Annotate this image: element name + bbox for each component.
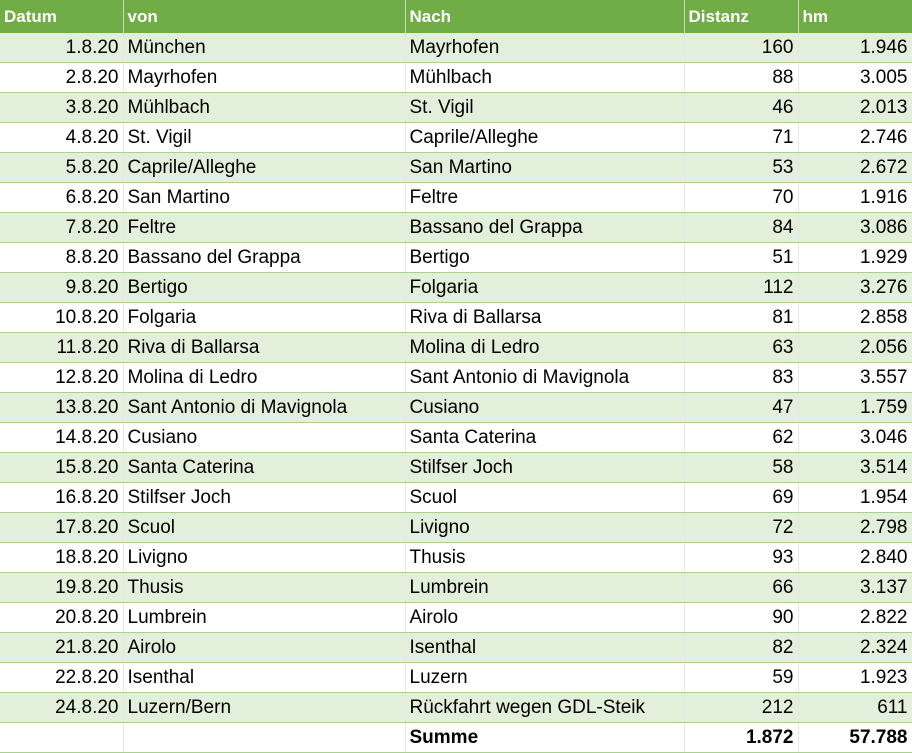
cell-datum[interactable]: 8.8.20 — [0, 243, 123, 273]
cell-hm[interactable]: 2.798 — [798, 513, 912, 543]
cell-nach[interactable]: Mayrhofen — [405, 33, 684, 63]
cell-distanz[interactable]: 93 — [684, 543, 798, 573]
cell-datum[interactable]: 2.8.20 — [0, 63, 123, 93]
table-row — [0, 513, 912, 543]
cell-von[interactable]: St. Vigil — [123, 123, 405, 153]
table-body — [0, 33, 912, 753]
cell-nach[interactable]: Lumbrein — [405, 573, 684, 603]
cell-hm[interactable]: 1.946 — [798, 33, 912, 63]
cell-nach[interactable]: San Martino — [405, 153, 684, 183]
table-row — [0, 603, 912, 633]
cell-distanz[interactable]: 71 — [684, 123, 798, 153]
cell-distanz[interactable]: 51 — [684, 243, 798, 273]
cell-hm[interactable]: 2.056 — [798, 333, 912, 363]
cell-distanz[interactable]: 70 — [684, 183, 798, 213]
cell-von[interactable]: Isenthal — [123, 663, 405, 693]
table-row — [0, 33, 912, 63]
cell-nach[interactable]: Livigno — [405, 513, 684, 543]
cell-distanz[interactable]: 112 — [684, 273, 798, 303]
cell-von[interactable]: München — [123, 33, 405, 63]
cell-von[interactable]: Folgaria — [123, 303, 405, 333]
cell-nach[interactable]: Scuol — [405, 483, 684, 513]
cell-von[interactable]: Lumbrein — [123, 603, 405, 633]
cell-hm[interactable]: 2.672 — [798, 153, 912, 183]
table-row — [0, 393, 912, 423]
cell-von[interactable]: Molina di Ledro — [123, 363, 405, 393]
cell-datum[interactable]: 5.8.20 — [0, 153, 123, 183]
cell-von[interactable]: Stilfser Joch — [123, 483, 405, 513]
cell-von[interactable]: Scuol — [123, 513, 405, 543]
cell-datum[interactable]: 13.8.20 — [0, 393, 123, 423]
summary-hm[interactable]: 57.788 — [798, 723, 912, 753]
cell-nach[interactable]: Bertigo — [405, 243, 684, 273]
table-row — [0, 663, 912, 693]
header-datum[interactable]: Datum — [0, 0, 123, 33]
table-row — [0, 123, 912, 153]
table-row — [0, 273, 912, 303]
cell-nach[interactable]: Mühlbach — [405, 63, 684, 93]
cell-von[interactable]: Airolo — [123, 633, 405, 663]
summary-label[interactable]: Summe — [405, 723, 684, 753]
cell-datum[interactable]: 18.8.20 — [0, 543, 123, 573]
cell-nach[interactable]: Molina di Ledro — [405, 333, 684, 363]
header-von[interactable]: von — [123, 0, 405, 33]
cell-nach[interactable]: Thusis — [405, 543, 684, 573]
cell-hm[interactable]: 1.929 — [798, 243, 912, 273]
cell-distanz[interactable]: 69 — [684, 483, 798, 513]
cell-datum[interactable]: 15.8.20 — [0, 453, 123, 483]
cell-nach[interactable]: Riva di Ballarsa — [405, 303, 684, 333]
cell-datum[interactable]: 10.8.20 — [0, 303, 123, 333]
cell-nach[interactable]: Feltre — [405, 183, 684, 213]
cell-hm[interactable]: 2.013 — [798, 93, 912, 123]
cell-distanz[interactable]: 46 — [684, 93, 798, 123]
cell-von[interactable]: Livigno — [123, 543, 405, 573]
cell-nach[interactable]: Airolo — [405, 603, 684, 633]
cell-hm[interactable]: 3.005 — [798, 63, 912, 93]
summary-distanz[interactable]: 1.872 — [684, 723, 798, 753]
cell-nach[interactable]: Luzern — [405, 663, 684, 693]
cell-nach[interactable]: Folgaria — [405, 273, 684, 303]
cell-von[interactable]: Bassano del Grappa — [123, 243, 405, 273]
cell-nach[interactable]: Isenthal — [405, 633, 684, 663]
cell-datum[interactable]: 17.8.20 — [0, 513, 123, 543]
cell-distanz[interactable]: 81 — [684, 303, 798, 333]
cell-von[interactable]: Caprile/Alleghe — [123, 153, 405, 183]
cell-von[interactable]: Riva di Ballarsa — [123, 333, 405, 363]
cell-nach[interactable]: St. Vigil — [405, 93, 684, 123]
cell-von[interactable]: Sant Antonio di Mavignola — [123, 393, 405, 423]
cell-hm[interactable]: 3.557 — [798, 363, 912, 393]
cell-von[interactable]: Luzern/Bern — [123, 693, 405, 723]
cell-datum[interactable]: 19.8.20 — [0, 573, 123, 603]
cell-hm[interactable]: 3.086 — [798, 213, 912, 243]
cell-von[interactable]: Feltre — [123, 213, 405, 243]
table-row — [0, 543, 912, 573]
table-row — [0, 483, 912, 513]
table-row — [0, 363, 912, 393]
cell-datum[interactable]: 12.8.20 — [0, 363, 123, 393]
cell-distanz[interactable]: 47 — [684, 393, 798, 423]
table-row — [0, 243, 912, 273]
cell-datum[interactable]: 4.8.20 — [0, 123, 123, 153]
cell-datum[interactable]: 14.8.20 — [0, 423, 123, 453]
table-row — [0, 303, 912, 333]
cell-datum[interactable]: 7.8.20 — [0, 213, 123, 243]
cell-distanz[interactable]: 58 — [684, 453, 798, 483]
cell-von[interactable]: Santa Caterina — [123, 453, 405, 483]
cell-hm[interactable]: 1.923 — [798, 663, 912, 693]
table-row — [0, 153, 912, 183]
summary-von-cell[interactable] — [123, 723, 405, 753]
cell-von[interactable]: Thusis — [123, 573, 405, 603]
cell-datum[interactable]: 16.8.20 — [0, 483, 123, 513]
cell-distanz[interactable]: 53 — [684, 153, 798, 183]
cell-datum[interactable]: 1.8.20 — [0, 33, 123, 63]
cell-hm[interactable]: 2.324 — [798, 633, 912, 663]
cell-hm[interactable]: 1.916 — [798, 183, 912, 213]
cell-nach[interactable]: Stilfser Joch — [405, 453, 684, 483]
cell-hm[interactable]: 1.954 — [798, 483, 912, 513]
cell-distanz[interactable]: 160 — [684, 33, 798, 63]
summary-datum-cell[interactable] — [0, 723, 123, 753]
cell-nach[interactable]: Caprile/Alleghe — [405, 123, 684, 153]
header-distanz[interactable]: Distanz — [684, 0, 798, 33]
cell-hm[interactable]: 611 — [798, 693, 912, 723]
cell-distanz[interactable]: 83 — [684, 363, 798, 393]
cell-hm[interactable]: 2.746 — [798, 123, 912, 153]
cell-distanz[interactable]: 212 — [684, 693, 798, 723]
cell-datum[interactable]: 6.8.20 — [0, 183, 123, 213]
cell-datum[interactable]: 3.8.20 — [0, 93, 123, 123]
table-row — [0, 453, 912, 483]
cell-datum[interactable]: 22.8.20 — [0, 663, 123, 693]
table-row — [0, 573, 912, 603]
cell-datum[interactable]: 21.8.20 — [0, 633, 123, 663]
cell-von[interactable]: Mühlbach — [123, 93, 405, 123]
cell-distanz[interactable]: 63 — [684, 333, 798, 363]
table-row — [0, 423, 912, 453]
cell-von[interactable]: Cusiano — [123, 423, 405, 453]
cell-distanz[interactable]: 62 — [684, 423, 798, 453]
cell-von[interactable]: Mayrhofen — [123, 63, 405, 93]
cell-distanz[interactable]: 66 — [684, 573, 798, 603]
cell-datum[interactable]: 9.8.20 — [0, 273, 123, 303]
cell-hm[interactable]: 3.137 — [798, 573, 912, 603]
table-row — [0, 93, 912, 123]
cell-nach[interactable]: Rückfahrt wegen GDL-Steik — [405, 693, 684, 723]
cell-hm[interactable]: 2.858 — [798, 303, 912, 333]
cell-datum[interactable]: 11.8.20 — [0, 333, 123, 363]
cell-nach[interactable]: Santa Caterina — [405, 423, 684, 453]
table-row — [0, 633, 912, 663]
header-nach[interactable]: Nach — [405, 0, 684, 33]
cell-distanz[interactable]: 72 — [684, 513, 798, 543]
cell-distanz[interactable]: 88 — [684, 63, 798, 93]
cell-nach[interactable]: Sant Antonio di Mavignola — [405, 363, 684, 393]
header-row — [0, 0, 912, 33]
cell-hm[interactable]: 3.046 — [798, 423, 912, 453]
summary-row — [0, 723, 912, 753]
table-row — [0, 213, 912, 243]
cell-distanz[interactable]: 84 — [684, 213, 798, 243]
cell-distanz[interactable]: 82 — [684, 633, 798, 663]
cell-hm[interactable]: 2.840 — [798, 543, 912, 573]
header-hm[interactable]: hm — [798, 0, 912, 33]
table-row — [0, 333, 912, 363]
cell-distanz[interactable]: 90 — [684, 603, 798, 633]
cell-datum[interactable]: 20.8.20 — [0, 603, 123, 633]
cell-distanz[interactable]: 59 — [684, 663, 798, 693]
cell-von[interactable]: Bertigo — [123, 273, 405, 303]
cell-nach[interactable]: Bassano del Grappa — [405, 213, 684, 243]
cell-hm[interactable]: 1.759 — [798, 393, 912, 423]
cell-nach[interactable]: Cusiano — [405, 393, 684, 423]
table-row — [0, 183, 912, 213]
table-row — [0, 63, 912, 93]
cell-hm[interactable]: 3.276 — [798, 273, 912, 303]
cell-datum[interactable]: 24.8.20 — [0, 693, 123, 723]
cell-von[interactable]: San Martino — [123, 183, 405, 213]
table-row — [0, 693, 912, 723]
cell-hm[interactable]: 3.514 — [798, 453, 912, 483]
cell-hm[interactable]: 2.822 — [798, 603, 912, 633]
